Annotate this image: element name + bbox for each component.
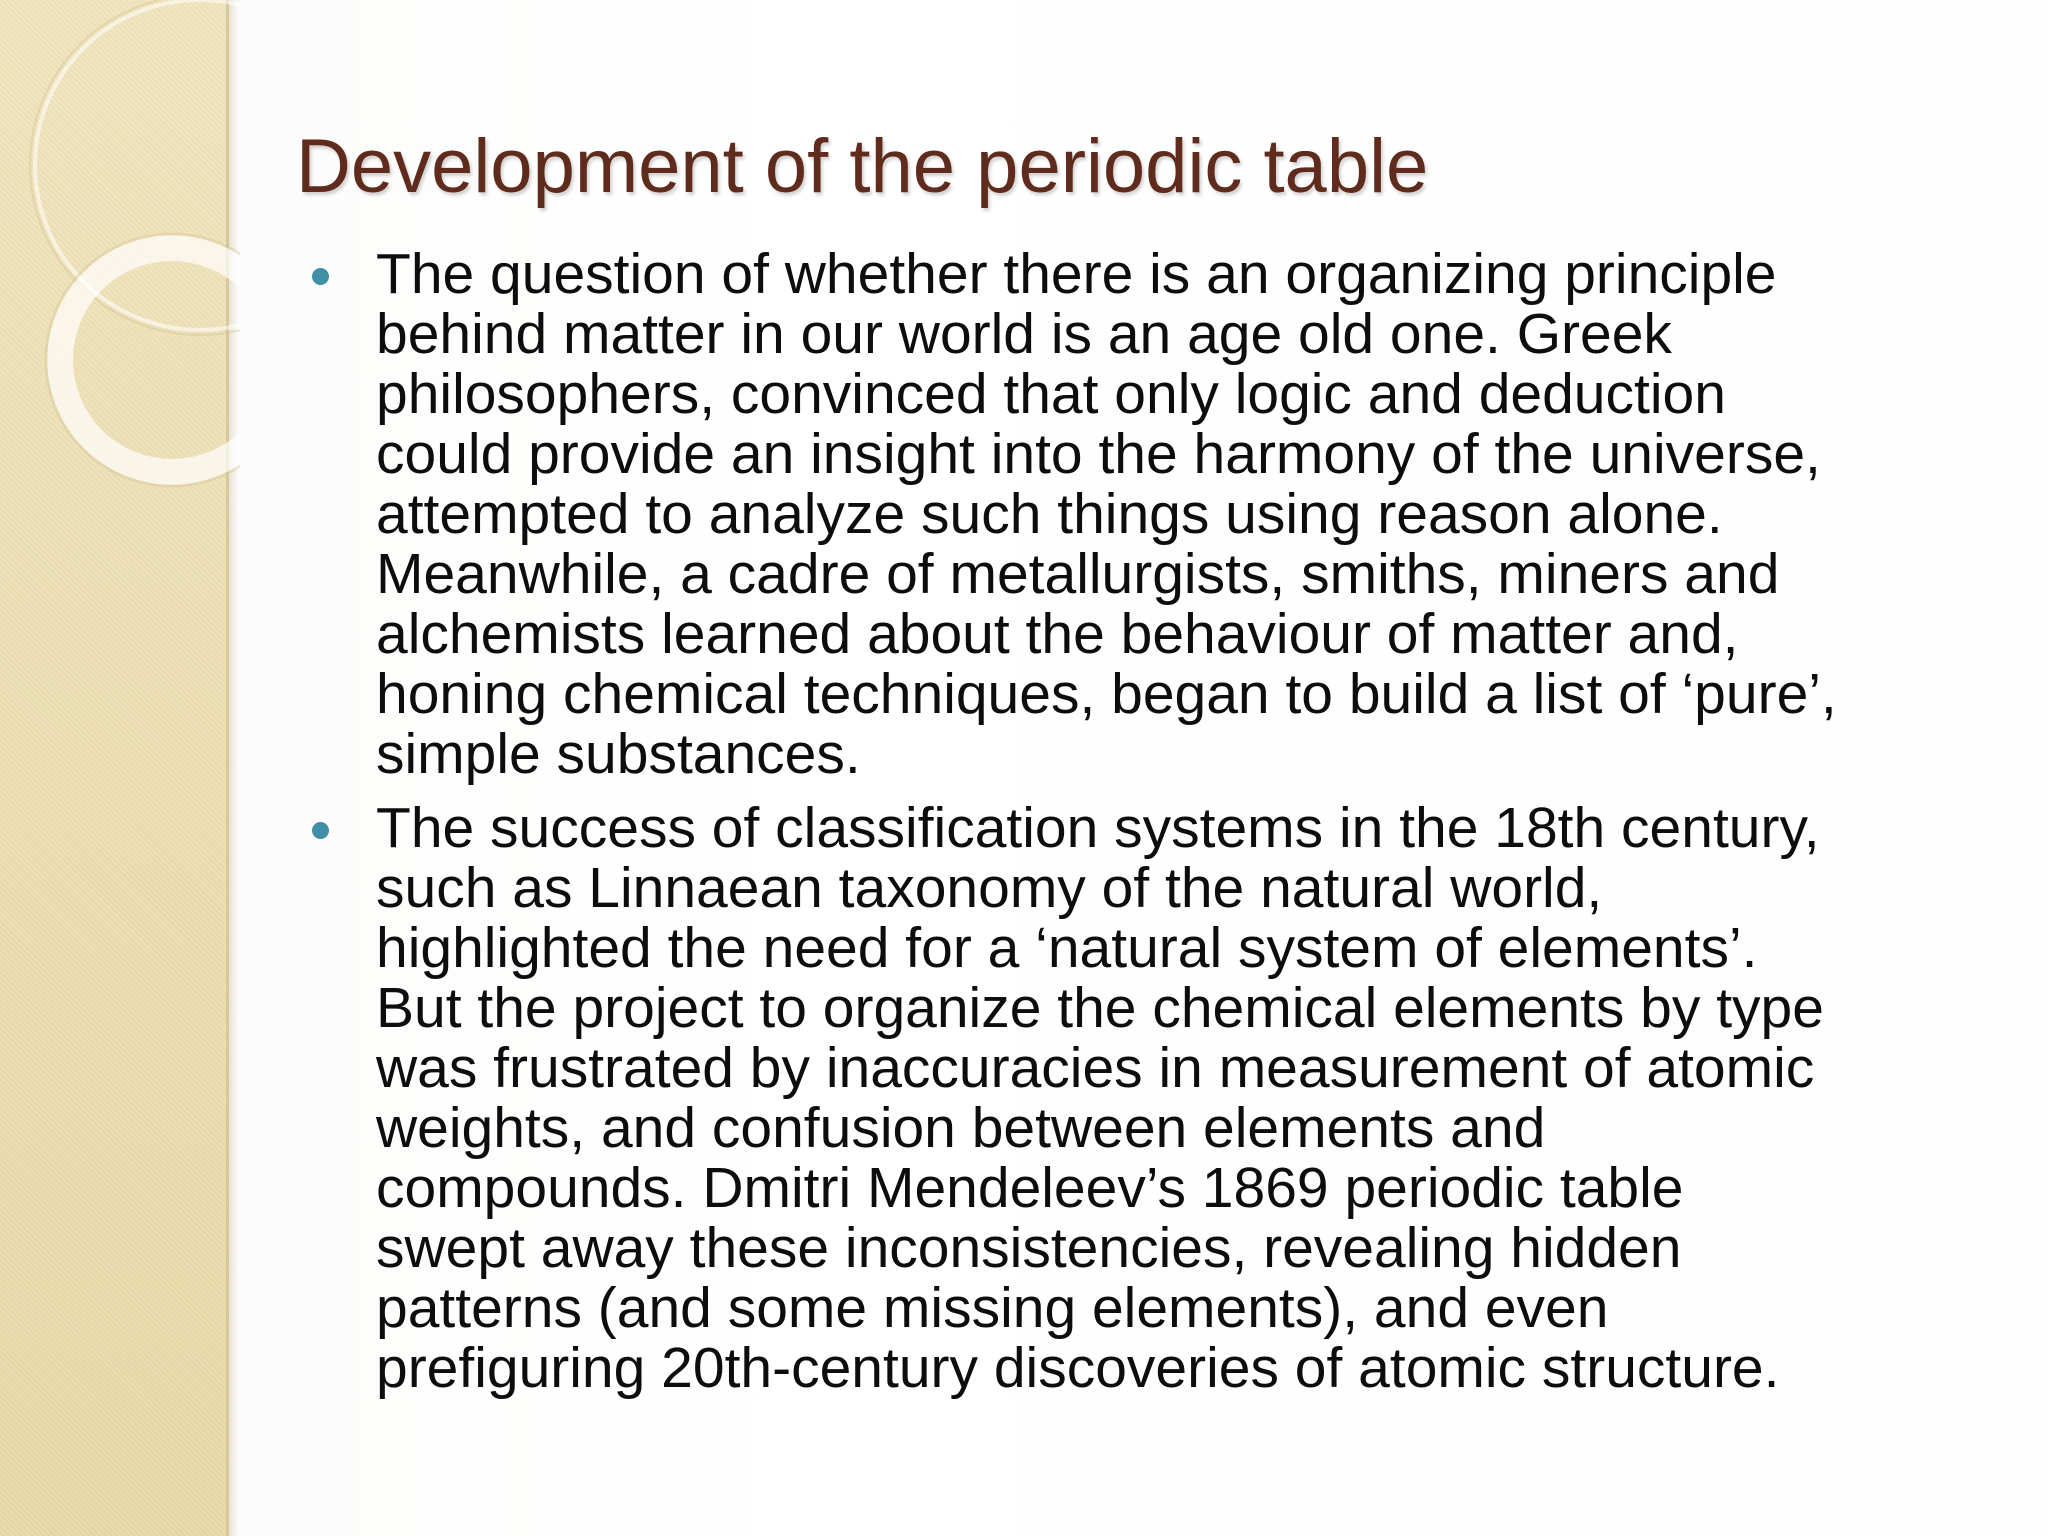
text-line: swept away these inconsistencies, revealing hidden	[376, 1216, 1682, 1280]
text-line: The success of classification systems in the 18th century,	[376, 796, 1820, 860]
text-line: could provide an insight into the harmony of the universe,	[376, 422, 1821, 486]
text-line: compounds. Dmitri Mendeleev’s 1869 periodic table	[376, 1156, 1684, 1220]
text-line: highlighted the need for a ‘natural system of elements’.	[376, 916, 1758, 980]
text-line: patterns (and some missing elements), and even	[376, 1276, 1609, 1340]
text-line: weights, and confusion between elements and	[376, 1096, 1546, 1160]
text-line: alchemists learned about the behaviour of matter and,	[376, 602, 1739, 666]
text-line: prefiguring 20th-century discoveries of atomic structure.	[376, 1336, 1780, 1400]
slide-title: Development of the periodic table	[296, 124, 1429, 209]
text-line: simple substances.	[376, 722, 861, 786]
text-line: such as Linnaean taxonomy of the natural world,	[376, 856, 1603, 920]
text-line: The question of whether there is an organizing principle	[376, 242, 1777, 306]
thick-ring	[60, 248, 240, 472]
text-line: behind matter in our world is an age old one. Greek	[376, 302, 1672, 366]
bullet-text	[376, 244, 2018, 784]
bullet-item	[298, 244, 2018, 784]
text-line: philosophers, convinced that only logic and deduction	[376, 362, 1726, 426]
large-ring-shadow	[30, 0, 240, 335]
text-line: But the project to organize the chemical elements by type	[376, 976, 1824, 1040]
text-line: honing chemical techniques, began to build a list of ‘pure’,	[376, 662, 1837, 726]
text-line: Meanwhile, a cadre of metallurgists, smiths, miners and	[376, 542, 1780, 606]
bullet-text	[376, 798, 2018, 1398]
decorative-rings-graphic	[0, 0, 240, 520]
bullet-list	[298, 244, 2018, 1412]
text-line: was frustrated by inaccuracies in measurement of atomic	[376, 1036, 1815, 1100]
bullet-dot-icon	[312, 268, 329, 285]
large-ring	[35, 0, 240, 330]
text-line: attempted to analyze such things using reason alone.	[376, 482, 1723, 546]
bullet-dot-icon	[312, 822, 329, 839]
bullet-item	[298, 798, 2018, 1398]
